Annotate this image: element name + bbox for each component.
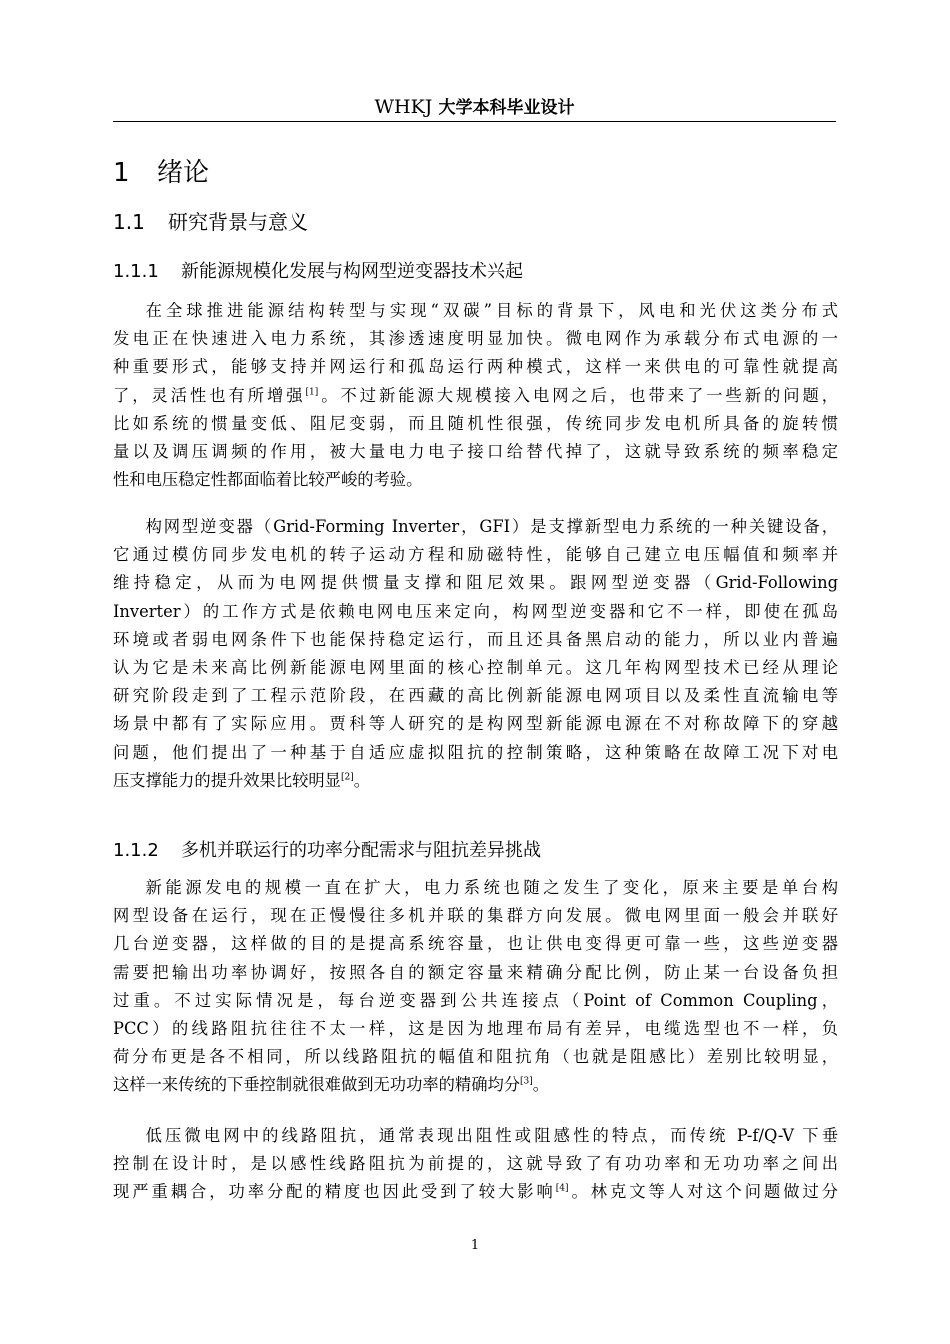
- text-run: 。: [532, 1075, 550, 1095]
- chapter-number: 1: [113, 158, 130, 188]
- text-line: 量以及调压调频的作用，被大量电力电子接口给替代掉了，这就导致系统的频率稳定: [113, 442, 838, 462]
- text-line: 种重要形式，能够支持并网运行和孤岛运行两种模式，这样一来供电的可靠性就提高: [113, 357, 838, 377]
- chapter-heading: [113, 156, 209, 190]
- header-title: 大学本科毕业设计: [438, 98, 575, 118]
- text-run: 了，灵活性也有所增强: [113, 385, 306, 405]
- text-line: [113, 767, 838, 795]
- citation: [4]: [555, 1183, 569, 1194]
- page-number: 1: [470, 1238, 480, 1253]
- text-run: 。林克文等人对这个问题做过分: [568, 1182, 838, 1202]
- subsection-title: 多机并联运行的功率分配需求与阻抗差异挑战: [181, 840, 541, 861]
- text-line: 比如系统的惯量变低、阻尼变弱，而且随机性很强，传统同步发电机所具备的旋转惯: [113, 413, 838, 433]
- text-line: 新能源发电的规模一直在扩大，电力系统也随之发生了变化，原来主要是单台构: [145, 878, 838, 897]
- paragraph: [113, 297, 838, 494]
- citation: [2]: [340, 772, 354, 783]
- subsection-number: 1.1.1: [113, 261, 159, 282]
- subsection-title: 新能源规模化发展与构网型逆变器技术兴起: [181, 261, 523, 282]
- text-line: 问题，他们提出了一种基于自适应虚拟阻抗的控制策略，这种策略在故障工况下对电: [113, 742, 838, 762]
- text-line: 需要把输出功率协调好，按照各自的额定容量来精确分配比例，防止某一台设备负担: [113, 962, 838, 982]
- paragraph: [113, 513, 838, 795]
- text-line: 环境或者弱电网条件下也能保持稳定运行，而且还具备黑启动的能力，所以业内普遍: [113, 629, 838, 649]
- text-line: 场景中都有了实际应用。贾科等人研究的是构网型新能源电源在不对称故障下的穿越: [113, 714, 838, 734]
- text-line: 研究阶段走到了工程示范阶段，在西藏的高比例新能源电网项目以及柔性直流输电等: [113, 686, 838, 706]
- text-line: PCC）的线路阻抗往往不太一样，这是因为地理布局有差异，电缆选型也不一样，负: [113, 1019, 838, 1039]
- text-line: [113, 1071, 838, 1099]
- text-line: 认为它是未来高比例新能源电网里面的核心控制单元。这几年构网型技术已经从理论: [113, 658, 838, 678]
- text-line: 荷分布更是各不相同，所以线路阻抗的幅值和阻抗角（也就是阻感比）差别比较明显，: [113, 1047, 838, 1067]
- text-run: 。不过新能源大规模接入电网之后，也带来了一些新的问题，: [318, 385, 838, 405]
- text-line: 它通过模仿同步发电机的转子运动方程和励磁特性，能够自己建立电压幅值和频率并: [113, 545, 838, 565]
- subsection-number: 1.1.2: [113, 840, 159, 861]
- text-line: 构网型逆变器（Grid-Forming Inverter，GFI）是支撑新型电力系统的一种关键设备，: [145, 517, 838, 536]
- section-title: 研究背景与意义: [168, 210, 308, 234]
- text-line: 低压微电网中的线路阻抗，通常表现出阻性或阻感性的特点，而传统 P-f/Q-V 下垂: [145, 1126, 838, 1145]
- text-run: 现严重耦合，功率分配的精度也因此受到了较大影响: [113, 1182, 556, 1202]
- chapter-title: 绪论: [157, 158, 210, 188]
- text-line: 发电正在快速进入电力系统，其渗透速度明显加快。微电网作为承载分布式电源的一: [113, 329, 838, 349]
- subsection-heading: [113, 258, 523, 286]
- paragraph: [113, 1122, 838, 1207]
- running-header: [113, 94, 836, 120]
- text-line: 控制在设计时，是以感性线路阻抗为前提的，这就导致了有功功率和无功功率之间出: [113, 1154, 838, 1174]
- text-line: Inverter）的工作方式是依赖电网电压来定向，构网型逆变器和它不一样，即使在孤岛: [113, 601, 838, 621]
- text-run: 这样一来传统的下垂控制就很难做到无功功率的精确均分: [113, 1075, 521, 1095]
- text-line: 网型设备在运行，现在正慢慢往多机并联的集群方向发展。微电网里面一般会并联好: [113, 906, 838, 926]
- text-line: 性和电压稳定性都面临着比较严峻的考验。: [113, 470, 423, 490]
- citation: [3]: [520, 1077, 533, 1087]
- text-line: 在全球推进能源结构转型与实现“双碳”目标的背景下，风电和光伏这类分布式: [145, 301, 838, 320]
- text-line: 过重。不过实际情况是，每台逆变器到公共连接点（Point of Common Coupling，: [113, 990, 838, 1010]
- text-run: 。: [353, 770, 370, 790]
- section-heading: [113, 207, 308, 237]
- text-line: 几台逆变器，这样做的目的是提高系统容量，也让供电变得更可靠一些，这些逆变器: [113, 934, 838, 954]
- header-rule: [113, 121, 836, 122]
- section-number: 1.1: [113, 210, 145, 234]
- text-line: 维持稳定，从而为电网提供惯量支撑和阻尼效果。跟网型逆变器（Grid-Following: [113, 573, 838, 593]
- subsection-heading: [113, 837, 541, 865]
- citation: [1]: [305, 387, 319, 398]
- text-line: [113, 1178, 838, 1206]
- text-line: [113, 382, 838, 410]
- paragraph: [113, 874, 838, 1100]
- header-school-code: WHKJ: [374, 96, 433, 118]
- text-run: 压支撑能力的提升效果比较明显: [113, 770, 341, 790]
